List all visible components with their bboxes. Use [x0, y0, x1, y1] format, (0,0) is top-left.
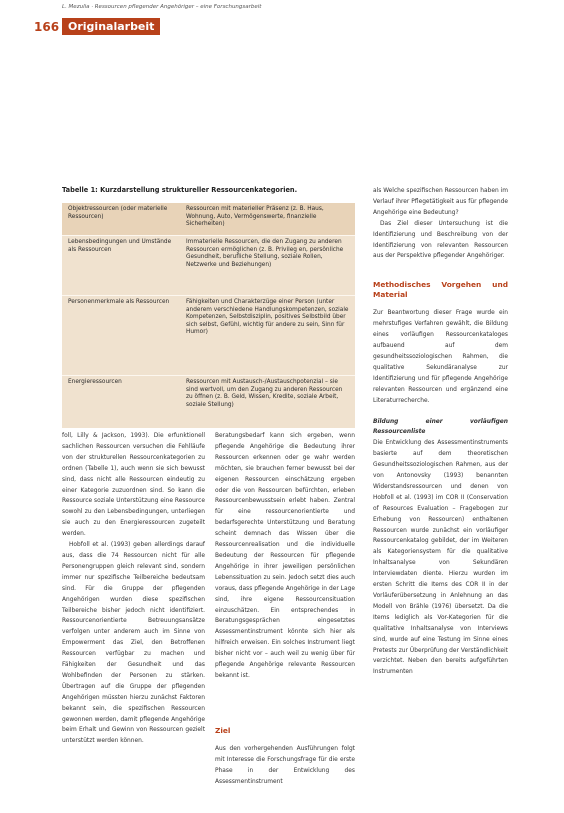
text-column-middle	[215, 431, 355, 787]
section-heading: Ziel	[215, 725, 231, 735]
table-row	[62, 376, 355, 428]
page-number: 166	[34, 20, 60, 34]
running-head: L. Mezulia · Ressourcen pflegender Angehöriger – eine Forschungsarbeit	[62, 4, 262, 10]
table-row	[62, 236, 355, 296]
section-heading: Methodisches Vorgehen und Material	[373, 280, 508, 300]
table-row	[62, 296, 355, 376]
table-header-cell: Ressourcen mit materieller Präsenz (z. B. Haus, Wohnung, Auto, Vermögenswerte, finanzielle Sicherheiten)	[186, 206, 324, 228]
table-cell: Immaterielle Ressourcen, die den Zugang zu anderen Ressourcen ermöglichen (z. B. Privileg en, persönliche Gesundheit, berufliche Stellung, soziale Rollen, Netzwerke und Beziehungen)	[186, 239, 344, 268]
paragraph: Hobfoll et al. (1993) geben allerdings darauf aus, dass die 74 Ressourcen nicht für alle Personengruppen gleich relevant sind, sondern immer nur spezifische Teilbereiche bedeutsam sind. Für die Gruppe der pflegenden Angehörigen wurden diese spezifischen Teilbereiche bisher jedoch nicht identifiziert. Ressourcenorientierte Betreuungsansätze verfolgen unter anderem auch im Sinne von Empowerment das Ziel, den Betroffenen Ressourcen verfügbar zu machen und Fähigkeiten der Gesundheit und das Wohlbefinden der Personen zu stärken. Übertragen auf die Gruppe der pflegenden Angehörigen müssten hierzu zunächst Faktoren bekannt sein, die spezifischen Ressourcen gewonnen werden, damit pflegende Angehörige beim Erhalt und Gewinn von Ressourcen gezielt unterstützt werden können.	[62, 542, 205, 745]
subheading: Bildung einer vorläufigen Ressourcenliste	[373, 418, 508, 436]
table-cell: Energieressourcen	[68, 379, 122, 385]
text-column-left	[62, 431, 205, 747]
table-cell: Fähigkeiten und Charakterzüge einer Person (unter anderem verschiedene Handlungskompetenzen, soziale Kompetenzen, Selbstdisziplin, positives Selbstbild über sich selbst, Gefühl, wichtig für andere zu sein, Sinn für Humor)	[186, 299, 349, 336]
table-cell: Ressourcen mit Austausch-/Austauschpotenzial – sie sind wertvoll, um den Zugang zu anderen Ressourcen zu öffnen (z. B. Geld, Wissen, Kredite, soziale Arbeit, soziale Stellung)	[186, 379, 343, 408]
paragraph: Aus den vorhergehenden Ausführungen folgt mit Interesse die Forschungsfrage für die erste Phase in der Entwicklung des Assessmentinstrument	[215, 745, 355, 785]
resource-table	[62, 203, 355, 428]
paragraph: als Welche spezifischen Ressourcen haben im Verlauf ihrer Pflegetätigkeit aus für pflegende Angehörige eine Bedeutung?	[373, 188, 508, 216]
table-cell: Personenmerkmale als Ressourcen	[68, 299, 170, 305]
paragraph: Zur Beantwortung dieser Frage wurde ein mehrstufiges Verfahren gewählt, die Bildung eines vorläufigen Ressourcenkataloges aufbauend auf dem gesundheitssoziologischen Rahmen, die qualitative Sekundäranalyse zur Identifizierung und für pflegende Angehörige relevanten Ressourcen und ergänzend eine Literaturrecherche.	[373, 310, 508, 404]
paragraph: Die Entwicklung des Assessmentinstruments basierte auf dem theoretischen Gesundheitssoziologischen Rahmen, aus der von Antonovsky (1993) benannten Widerstandsressourcen und denen von Hobfoll et al. (1993) im COR II (Conservation of Resources Evaluation – Fragebogen zur Erhebung von Ressourcen) enthaltenen Ressourcen wurde zunächst ein vorläufiger Ressourcenkatalog gebildet, der im Weiteren als Kategoriensystem für die qualitative Inhaltsanalyse von Sekundären Interviewdaten diente. Hierzu wurden im ersten Schritt die Items des COR II in der Vorläuferübersetzung in Anlehnung an das Modell von Brähle (1976) übersetzt. Da die Items lediglich als Vor-Kategorien für die qualitative Inhaltsanalyse von Interviews sind, wurde auf eine Testung im Sinne eines Pretests zur Überprüfung der Verständlichkeit verzichtet. Neben den bereits aufgeführten Instrumenten	[373, 440, 508, 676]
paragraph: Beratungsbedarf kann sich ergeben, wenn pflegende Angehörige die Bedeutung ihrer Ressourcen erkennen oder ge wahr werden möchten, sie brauchen ferner bewusst bei der eigenen Ressourcen einschätzung ergeben oder die von Ressourcen befürchten, erleben Ressourcenbewusstsein erlebt haben. Zentral für eine ressourcenorientierte und bedarfsgerechte Unterstützung und Beratung scheint demnach das Wissen über die Ressourcenrealisation und die individuelle Bedeutung der Ressourcen für pflegende Angehörige in ihrer jeweiligen persönlichen Lebenssituation zu sein. Jedoch setzt dies auch voraus, dass pflegende Angehörige in der Lage sind, ihre eigene Ressourcensituation einzuschätzen. Ein entsprechendes in Beratungsgesprächen eingesetztes Assessmentinstrument könnte sich hier als hilfreich erweisen. Ein solches Instrument liegt bisher nicht vor – auch weil zu wenig über für pflegende Angehörige relevante Ressourcen bekannt ist.	[215, 433, 355, 679]
section-badge: Originalarbeit	[62, 18, 160, 35]
table-caption: Tabelle 1: Kurzdarstellung struktureller Ressourcenkategorien.	[62, 186, 298, 194]
text-column-right	[373, 186, 508, 678]
table-header-cell: Objektressourcen (oder materielle Ressourcen)	[68, 206, 168, 220]
paragraph: foll, Lilly & Jackson, 1993). Die erfunktionell sachlichen Ressourcen versuchen die Fehlläufe von der strukturellen Ressourcenkategorien zu ordnen (Tabelle 1), auch wenn sie sich bewusst sind, dass nicht alle Ressourcen eindeutig zu einer Kategorie zuzuordnen sind. So kann die Ressource soziale Unterstützung eine Ressource sowohl zu den Lebensbedingungen, unterliegen sie auch zu den Energieressourcen zugeteilt werden.	[62, 433, 205, 538]
paragraph: Das Ziel dieser Untersuchung ist die Identifizierung und Beschreibung von der Identifizierung von relevanten Ressourcen aus der Perspektive pflegender Angehöriger.	[373, 220, 508, 260]
table-cell: Lebensbedingungen und Umstände als Ressourcen	[68, 239, 172, 253]
table-header-row	[62, 203, 355, 236]
